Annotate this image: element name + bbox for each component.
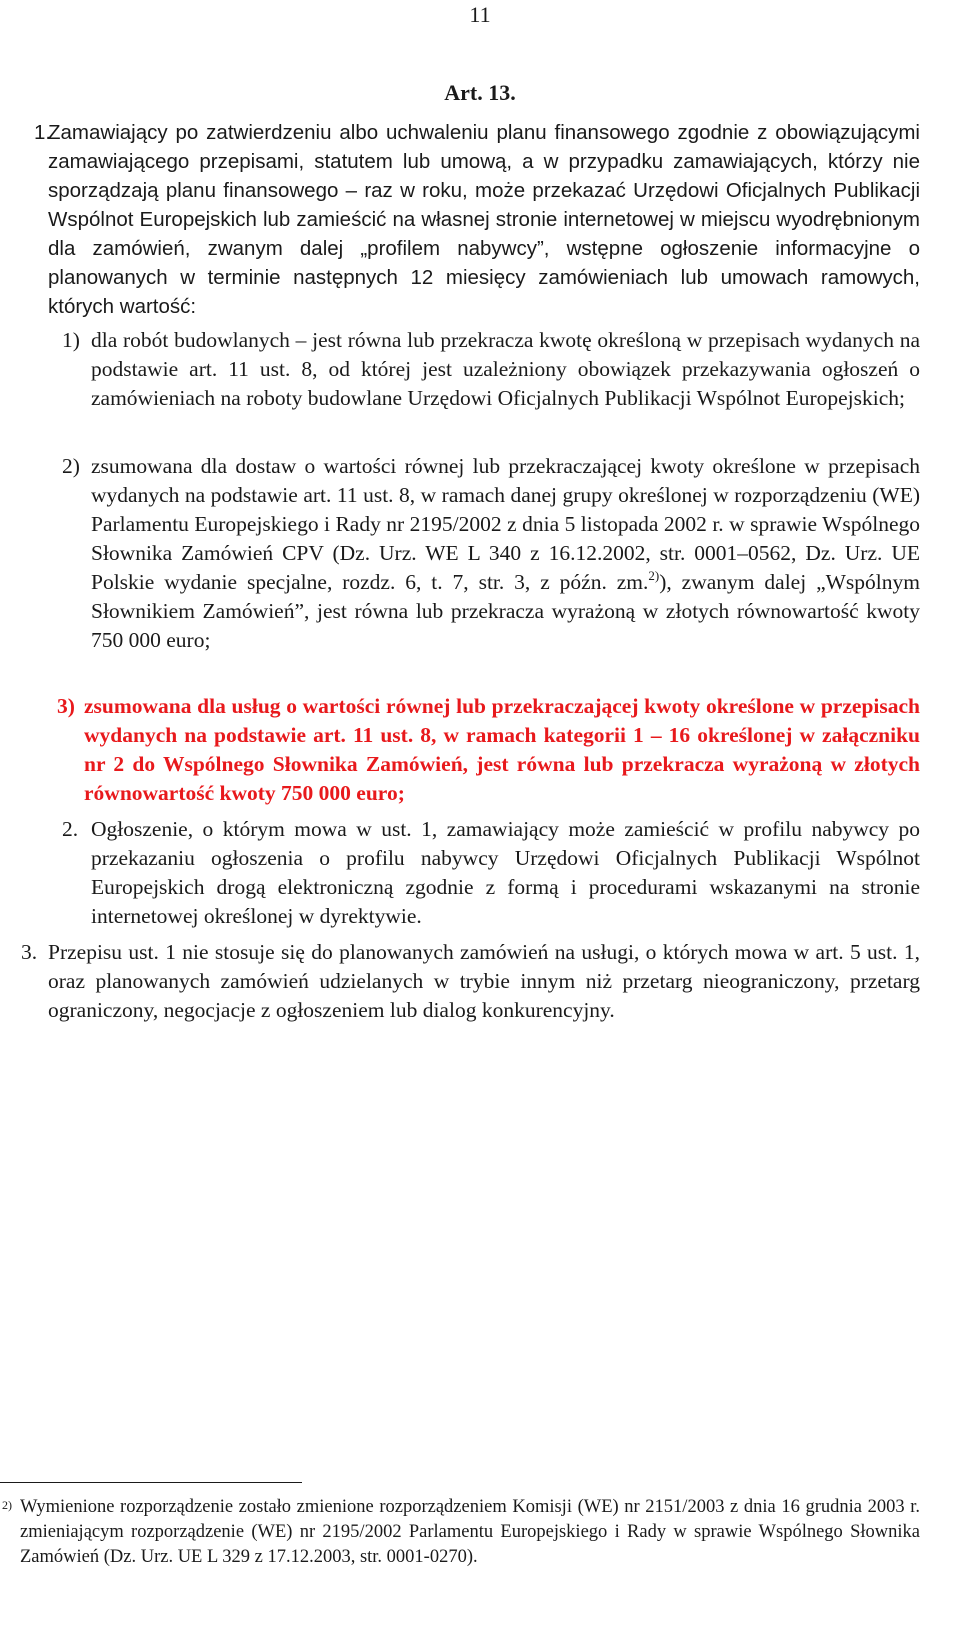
paragraph-2-text: Ogłoszenie, o którym mowa w ust. 1, zamawiający może zamieścić w profilu nabywcy po przekazaniu ogłoszenia o profilu nabywcy Urzędowi Oficjalnych Publikacji Wspólnot Europejskich drogą elektroniczną zgodnie z formą i procedurami wskazanymi na stronie internetowej określonej w dyrektywie. — [91, 817, 920, 928]
paragraph-1 — [34, 118, 920, 321]
footnote-mark: 2) — [2, 1498, 12, 1512]
list-item-1-number: 1) — [62, 328, 80, 352]
list-item-1-text: dla robót budowlanych – jest równa lub przekracza kwotę określoną w przepisach wydanych na podstawie art. 11 ust. 8, od której jest uzależniony obowiązek przekazywania ogłoszeń o zamówieniach na roboty budowlane Urzędowi Oficjalnych Publikacji Wspólnot Europejskich; — [91, 328, 920, 410]
footnote-divider — [0, 1482, 302, 1483]
footnote — [2, 1495, 920, 1570]
paragraph-1-text: Zamawiający po zatwierdzeniu albo uchwaleniu planu finansowego zgodnie z obowiązującymi zamawiającego przepisami, statutem lub umową, a w przypadku zamawiających, którzy nie sporządzają planu finansowego – raz w roku, może przekazać Urzędowi Oficjalnych Publikacji Wspólnot Europejskich lub zamieścić na własnej stronie internetowej w miejscu wyodrębnionym dla zamówień, zwanym dalej „profilem nabywcy”, wstępne ogłoszenie informacyjne o planowanych w terminie następnych 12 miesięcy zamówieniach lub umowach ramowych, których wartość: — [48, 121, 920, 318]
page-number: 11 — [469, 2, 491, 27]
paragraph-1-number: 1. — [34, 121, 52, 144]
footnote-reference: 2) — [648, 568, 660, 583]
list-item-2-number: 2) — [62, 454, 80, 478]
paragraph-3-text: Przepisu ust. 1 nie stosuje się do planowanych zamówień na usługi, o których mowa w art. 5 ust. 1, oraz planowanych zamówień udzielanych w trybie innym niż przetarg nieograniczony, przetarg ograniczony, negocjacje z ogłoszeniem lub dialog konkurencyjny. — [48, 940, 920, 1022]
list-item-2-text-part-2: ), zwanym dalej „Wspólnym Słownikiem Zamówień”, jest równa lub przekracza wyrażoną w złotych równowartość kwoty 750 000 euro; — [91, 570, 920, 652]
footnote-text: Wymienione rozporządzenie zostało zmienione rozporządzeniem Komisji (WE) nr 2151/2003 z dnia 16 grudnia 2003 r. zmieniającym rozporządzenie (WE) nr 2195/2002 Parlamentu Europejskiego i Rady w sprawie Wspólnego Słownika Zamówień (Dz. Urz. UE L 329 z 17.12.2003, str. 0001-0270). — [20, 1497, 920, 1567]
list-item-2 — [62, 452, 920, 655]
paragraph-3 — [21, 938, 920, 1025]
list-item-2-text-part-1: zsumowana dla dostaw o wartości równej lub przekraczającej kwoty określone w przepisach wydanych na podstawie art. 11 ust. 8, w ramach danej grupy określonej w rozporządzeniu (WE) Parlamentu Europejskiego i Rady nr 2195/2002 z dnia 5 listopada 2002 r. w sprawie Wspólnego Słownika Zamówień CPV (Dz. Urz. WE L 340 z 16.12.2002, str. 0001–0562, Dz. Urz. UE Polskie wydanie specjalne, rozdz. 6, t. 7, str. 3, z późn. zm. — [91, 454, 920, 594]
paragraph-2-number: 2. — [62, 817, 79, 841]
list-item-3-highlighted — [57, 692, 920, 808]
list-item-1 — [62, 326, 920, 413]
paragraph-2 — [62, 815, 920, 931]
article-heading: Art. 13. — [444, 80, 516, 105]
paragraph-3-number: 3. — [21, 940, 38, 964]
list-item-3-text: zsumowana dla usług o wartości równej lub przekraczającej kwoty określone w przepisach wydanych na podstawie art. 11 ust. 8, w ramach kategorii 1 – 16 określonej w załączniku nr 2 do Wspólnego Słownika Zamówień, jest równa lub przekracza wyrażoną w złotych równowartość kwoty 750 000 euro; — [84, 694, 920, 805]
list-item-3-number: 3) — [57, 694, 75, 718]
